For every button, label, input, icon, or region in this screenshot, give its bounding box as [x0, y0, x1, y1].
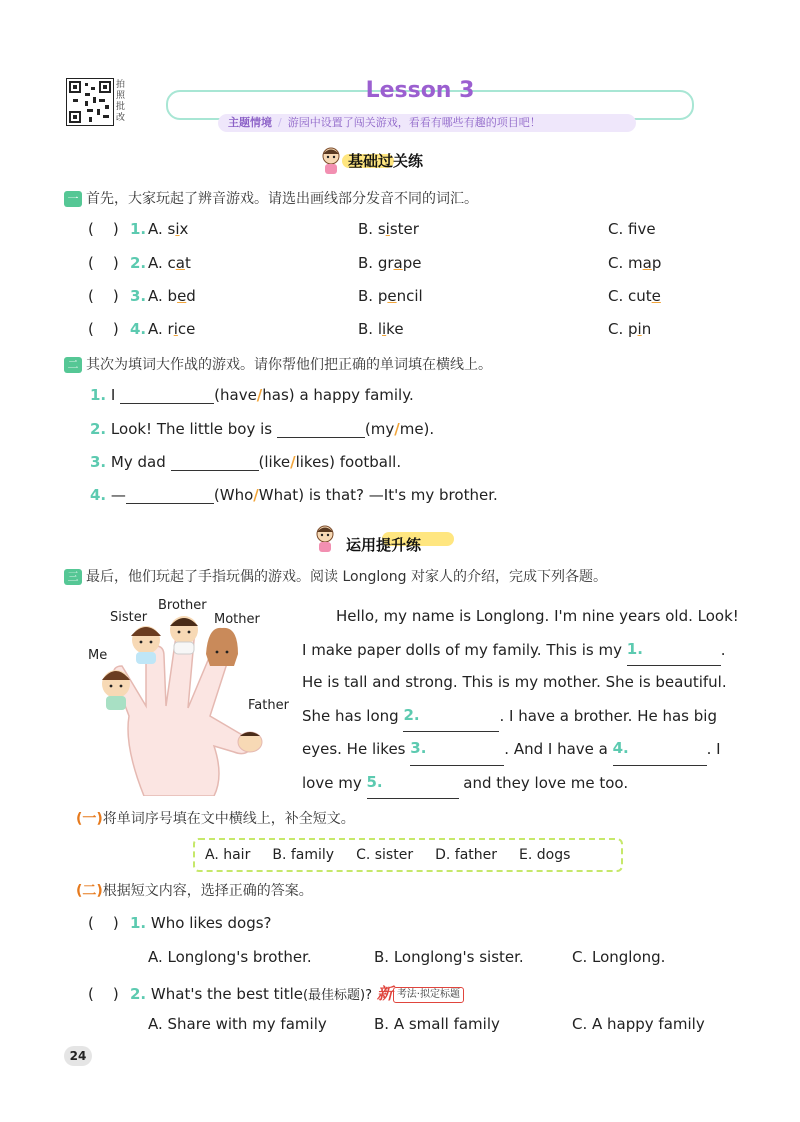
passage-line [302, 633, 730, 667]
answer-parentheses[interactable]: ( ) [88, 254, 119, 272]
lesson-title: Lesson 3 [365, 78, 475, 103]
passage-blank[interactable]: 4. [613, 732, 707, 766]
underlined-letters: a [175, 254, 185, 272]
option-a[interactable] [148, 220, 188, 238]
item-number: 4. [130, 320, 147, 338]
label-mother: Mother [214, 612, 260, 627]
item-text: a happy family. [299, 386, 414, 404]
passage-text: She has long [302, 706, 399, 725]
underlined-letters: i [175, 220, 180, 238]
word-part: ke [386, 320, 404, 338]
word-part: B. l [358, 320, 382, 338]
item-text: I [110, 386, 116, 404]
question-text: 其次为填词大作战的游戏。请你帮他们把正确的单词填在横线上。 [86, 357, 492, 373]
slash: / [256, 386, 263, 404]
exam-tag: 考法·拟定标题 [393, 987, 464, 1003]
passage-text: I make paper dolls of my family. This is my [302, 640, 622, 659]
answer-parentheses[interactable]: ( ) [88, 985, 119, 1003]
passage-line [302, 732, 730, 766]
slash: / [253, 486, 259, 504]
question-3-prompt [64, 566, 607, 586]
underlined-letters: a [393, 254, 403, 272]
item-text: My dad [110, 453, 166, 471]
theme-bar [218, 114, 636, 132]
option-a[interactable] [148, 287, 196, 305]
item-text: — [110, 486, 126, 504]
passage-text: . I have a brother. He has big [499, 706, 717, 725]
fill-item [90, 386, 414, 404]
underlined-letters: i [637, 320, 642, 338]
mc-question [88, 981, 464, 1004]
mc-option[interactable]: A. Longlong's brother. [148, 948, 312, 966]
new-badge: 新 [376, 984, 393, 1003]
word-part: n [641, 320, 652, 338]
phonics-item [88, 287, 661, 305]
option-b[interactable] [358, 254, 421, 272]
item-number: 2. [130, 985, 147, 1003]
item-number: 3. [90, 453, 107, 471]
option-b: likes) [295, 453, 335, 471]
word-part: p [651, 254, 662, 272]
underlined-letters: a [642, 254, 652, 272]
option-c[interactable] [608, 320, 651, 338]
passage-text: and they love me too. [463, 773, 629, 792]
word-part: A. s [148, 220, 176, 238]
word-part: A. b [148, 287, 178, 305]
section-title-part: 提升练 [376, 536, 422, 554]
question-text: Who likes dogs? [150, 914, 272, 932]
word-part: C. cut [608, 287, 652, 305]
passage-text: love my [302, 773, 362, 792]
passage-blank[interactable]: 3. [410, 732, 504, 766]
passage-blank[interactable]: 5. [367, 766, 459, 800]
finger-puppet-illustration [84, 596, 298, 796]
word-option: E. dogs [519, 847, 571, 863]
word-part: B. s [358, 220, 386, 238]
passage-line [302, 766, 730, 800]
item-number: 1. [130, 220, 147, 238]
question-text: 最后，他们玩起了手指玩偶的游戏。阅读 Longlong 对家人的介绍，完成下列各题。 [86, 569, 607, 585]
mc-option[interactable]: C. A happy family [572, 1015, 705, 1033]
option-c[interactable] [608, 254, 661, 272]
label-brother: Brother [158, 598, 207, 613]
word-part: B. gr [358, 254, 394, 272]
item-number: 4. [90, 486, 107, 504]
word-option: C. sister [356, 847, 414, 863]
word-part: A. r [148, 320, 174, 338]
question-number-icon: 二 [64, 357, 82, 373]
option-a: (like [258, 453, 291, 471]
word-part: ncil [396, 287, 423, 305]
word-part: C. p [608, 320, 638, 338]
answer-parentheses[interactable]: ( ) [88, 320, 119, 338]
underlined-letters: e [387, 287, 397, 305]
section-title: 基础过关练 [348, 152, 424, 170]
option-a[interactable] [148, 254, 191, 272]
underlined-letters: i [382, 320, 387, 338]
option-a: (Who [213, 486, 254, 504]
part-text: 将单词序号填在文中横线上，补全短文。 [102, 811, 355, 827]
label-father: Father [248, 698, 289, 713]
answer-blank[interactable] [171, 470, 259, 471]
underlined-letters: e [177, 287, 187, 305]
section-title-part: 运用 [346, 536, 377, 554]
option-a: (have [214, 386, 257, 404]
part-text: 根据短文内容，选择正确的答案。 [102, 883, 313, 899]
answer-blank[interactable] [120, 403, 214, 404]
word-part: C. m [608, 254, 643, 272]
passage-blank[interactable]: 1. [627, 633, 721, 667]
answer-blank[interactable] [277, 437, 365, 438]
item-number: 2. [130, 254, 147, 272]
passage-line [302, 699, 730, 733]
page-number: 24 [64, 1046, 92, 1066]
answer-parentheses[interactable]: ( ) [88, 220, 119, 238]
item-text: Look! The little boy is [110, 420, 273, 438]
question-text: What's the best title [150, 985, 303, 1003]
puppet-father [238, 732, 262, 752]
mascot-icon [312, 524, 338, 554]
word-part: ce [177, 320, 196, 338]
passage-blank[interactable]: 2. [403, 699, 499, 733]
puppet-me [102, 670, 130, 710]
option-b[interactable] [358, 220, 419, 238]
label-sister: Sister [110, 610, 148, 625]
theme-label: 主题情境 [228, 116, 272, 129]
mascot-icon [318, 146, 344, 176]
passage-line: Hello, my name is Longlong. I'm nine years old. Look! [336, 607, 739, 625]
underlined-letters: i [385, 220, 390, 238]
word-option: B. family [272, 847, 335, 863]
option-b: What) [258, 486, 305, 504]
slash: / [290, 453, 296, 471]
question-text-cn: (最佳标题)? [302, 988, 373, 1003]
word-part: B. p [358, 287, 388, 305]
option-b: me). [399, 420, 435, 438]
fill-item [90, 486, 498, 504]
fill-item [90, 420, 434, 438]
question-number-icon: 三 [64, 569, 82, 585]
word-part: C. f [608, 220, 638, 238]
answer-parentheses[interactable]: ( ) [88, 287, 119, 305]
option-a: (my [364, 420, 395, 438]
mc-option[interactable]: C. Longlong. [572, 948, 666, 966]
mc-option[interactable]: B. A small family [374, 1015, 500, 1033]
passage-text: . And I have a [504, 740, 608, 758]
reading-passage [302, 600, 739, 799]
passage-text: eyes. He likes [302, 740, 406, 758]
part-label: (二) [76, 883, 103, 899]
option-b[interactable] [358, 320, 404, 338]
word-part: t [184, 254, 191, 272]
underlined-letters: e [651, 287, 661, 305]
mc-question [88, 914, 272, 932]
word-option: A. hair [205, 847, 251, 863]
theme-separator: / [278, 116, 282, 129]
passage-text: . [720, 640, 726, 659]
answer-blank[interactable] [126, 503, 214, 504]
word-part: x [179, 220, 189, 238]
theme-text: 游园中设置了闯关游戏，看看有哪些有趣的项目吧！ [287, 116, 541, 129]
option-b: has) [262, 386, 295, 404]
phonics-item [88, 320, 652, 338]
item-number: 3. [130, 287, 147, 305]
part-1-heading [76, 808, 355, 828]
word-bank [193, 838, 623, 872]
option-a[interactable] [148, 320, 195, 338]
item-number: 2. [90, 420, 107, 438]
word-part: ve [637, 220, 656, 238]
question-number-icon: 一 [64, 191, 82, 207]
option-b[interactable] [358, 287, 423, 305]
phonics-item [88, 220, 656, 238]
passage-line: He is tall and strong. This is my mother. She is beautiful. [302, 673, 727, 691]
qr-code[interactable] [66, 78, 114, 126]
part-2-heading [76, 880, 313, 900]
item-text: football. [339, 453, 402, 471]
part-label: (一) [76, 811, 103, 827]
underlined-letters: i [173, 320, 178, 338]
option-c[interactable] [608, 220, 656, 238]
label-me: Me [88, 648, 108, 663]
answer-parentheses[interactable]: ( ) [88, 914, 119, 932]
puppet-brother [170, 616, 198, 654]
qr-side-text: 拍照批改 [116, 80, 126, 123]
section-title [346, 534, 421, 555]
mc-option[interactable]: B. Longlong's sister. [374, 948, 524, 966]
mc-option[interactable]: A. Share with my family [148, 1015, 327, 1033]
hand-illustration [84, 596, 298, 796]
question-text: 首先，大家玩起了辨音游戏。请选出画线部分发音不同的词汇。 [86, 191, 478, 207]
slash: / [394, 420, 400, 438]
item-text: is that? —It's my brother. [308, 486, 498, 504]
item-number: 1. [90, 386, 107, 404]
question-2-prompt [64, 354, 492, 374]
fill-item [90, 453, 401, 471]
phonics-item [88, 254, 662, 272]
word-option: D. father [435, 847, 497, 863]
passage-text: . I [706, 740, 721, 758]
word-part: ster [389, 220, 419, 238]
puppet-mother [206, 628, 238, 666]
word-part: pe [402, 254, 422, 272]
item-number: 1. [130, 914, 147, 932]
question-1-prompt [64, 188, 478, 208]
word-part: d [186, 287, 196, 305]
option-c[interactable] [608, 287, 661, 305]
word-part: A. c [148, 254, 176, 272]
